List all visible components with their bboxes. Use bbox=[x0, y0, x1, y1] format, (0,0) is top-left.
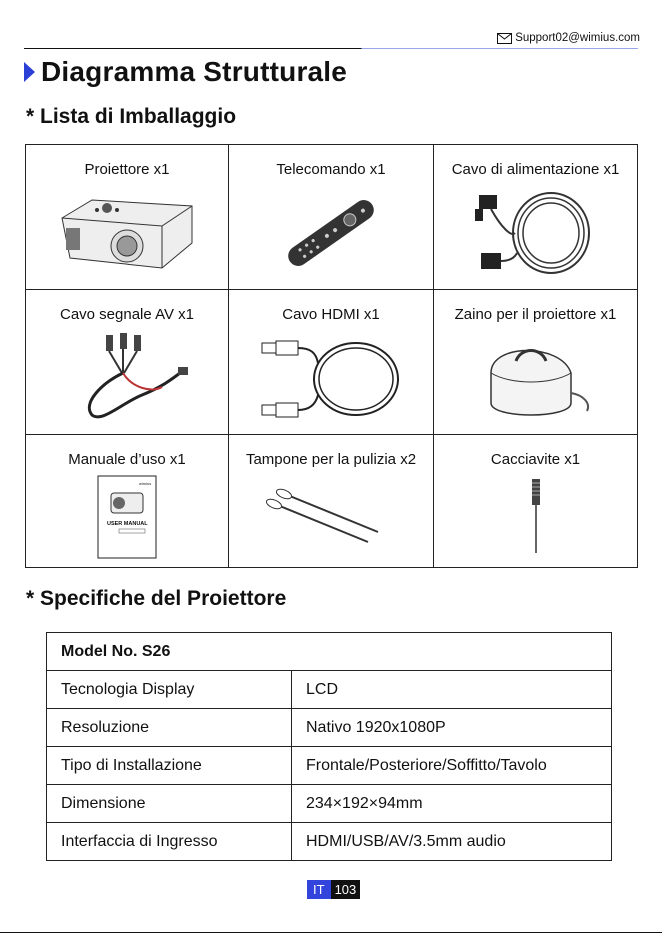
page-title bbox=[24, 56, 347, 88]
screwdriver-icon bbox=[526, 477, 546, 557]
packing-item bbox=[26, 435, 229, 567]
table-row bbox=[47, 633, 612, 671]
packing-item-label: Manuale d’uso x1 bbox=[68, 451, 186, 468]
packing-list-grid bbox=[25, 144, 638, 568]
packing-item-label: Cavo di alimentazione x1 bbox=[451, 161, 620, 178]
power-cable-icon bbox=[471, 187, 601, 279]
packing-item-label: Cavo HDMI x1 bbox=[282, 306, 380, 323]
spec-key: Dimensione bbox=[47, 785, 292, 823]
packing-item-label: Tampone per la pulizia x2 bbox=[245, 451, 417, 468]
carry-case-icon bbox=[471, 333, 601, 423]
hdmi-cable-icon bbox=[256, 333, 406, 423]
packing-item-label: Zaino per il proiettore x1 bbox=[454, 306, 617, 323]
svg-text:wimius: wimius bbox=[139, 481, 152, 486]
table-row bbox=[47, 785, 612, 823]
packing-item bbox=[434, 145, 637, 290]
envelope-icon bbox=[497, 33, 512, 44]
spec-key: Tipo di Installazione bbox=[47, 747, 292, 785]
packing-item-label: Telecomando x1 bbox=[276, 161, 386, 178]
table-row bbox=[47, 709, 612, 747]
spec-value: 234×192×94mm bbox=[292, 785, 612, 823]
packing-item-label: Cavo segnale AV x1 bbox=[60, 306, 194, 323]
spec-value: HDMI/USB/AV/3.5mm audio bbox=[292, 823, 612, 861]
page-title-text: Diagramma Strutturale bbox=[41, 56, 348, 87]
packing-item-label: Proiettore x1 bbox=[84, 161, 170, 178]
swab-icon bbox=[266, 482, 396, 552]
support-email bbox=[497, 32, 640, 44]
table-row bbox=[47, 671, 612, 709]
packing-item bbox=[229, 290, 434, 435]
svg-text:USER MANUAL: USER MANUAL bbox=[107, 521, 148, 527]
packing-item bbox=[229, 435, 434, 567]
spec-key: Tecnologia Display bbox=[47, 671, 292, 709]
packing-item bbox=[26, 145, 229, 290]
spec-key: Resoluzione bbox=[47, 709, 292, 747]
table-row bbox=[47, 747, 612, 785]
packing-item bbox=[229, 145, 434, 290]
packing-item-label: Cacciavite x1 bbox=[490, 451, 581, 468]
support-email-text: Support02@wimius.com bbox=[515, 32, 640, 44]
packing-item bbox=[26, 290, 229, 435]
specs-heading: * Specifiche del Proiettore bbox=[26, 587, 287, 610]
remote-icon bbox=[276, 193, 386, 273]
packing-list-heading: * Lista di Imballaggio bbox=[26, 105, 237, 128]
spec-value: Frontale/Posteriore/Soffitto/Tavolo bbox=[292, 747, 612, 785]
av-cable-icon bbox=[62, 333, 192, 423]
title-arrow-icon bbox=[24, 62, 35, 82]
spec-key: Interfaccia di Ingresso bbox=[47, 823, 292, 861]
page-number bbox=[307, 880, 360, 899]
page-language-badge: IT bbox=[307, 880, 331, 899]
packing-item bbox=[434, 435, 637, 567]
manual-icon bbox=[97, 475, 157, 559]
page-number-text: 103 bbox=[331, 880, 361, 899]
spec-value: LCD bbox=[292, 671, 612, 709]
table-row bbox=[47, 823, 612, 861]
projector-icon bbox=[52, 188, 202, 278]
packing-item bbox=[434, 290, 637, 435]
specs-table bbox=[46, 632, 612, 861]
spec-value: Nativo 1920x1080P bbox=[292, 709, 612, 747]
header-divider bbox=[24, 48, 638, 49]
model-number: Model No. S26 bbox=[47, 633, 612, 671]
